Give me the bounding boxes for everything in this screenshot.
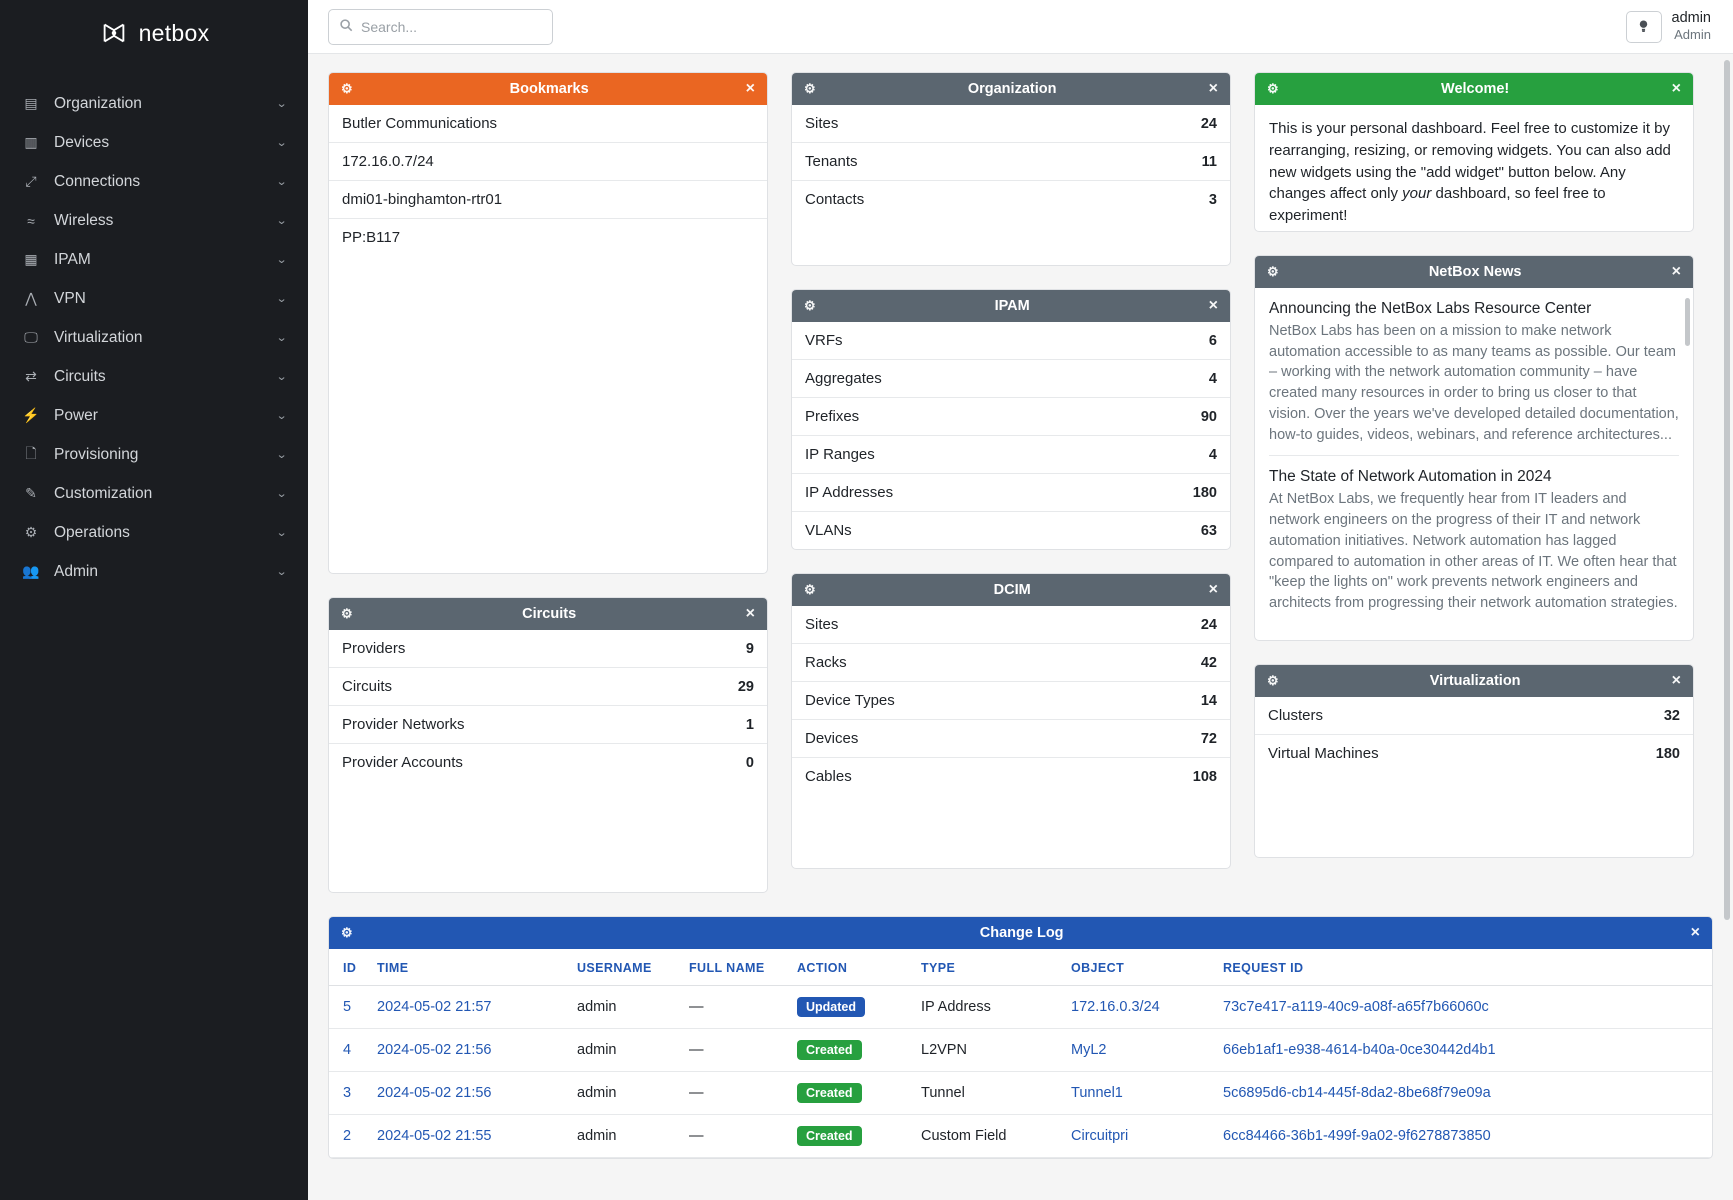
list-item[interactable] — [792, 181, 1230, 218]
widget-ipam — [791, 289, 1231, 550]
stat-label: Cables — [805, 768, 852, 785]
stat-label: IP Addresses — [805, 484, 894, 501]
list-item[interactable] — [329, 143, 767, 181]
dashboard — [308, 54, 1733, 1200]
stat-value: 4 — [1208, 446, 1217, 463]
circuits-icon: ⇄ — [25, 368, 37, 384]
stat-label: Sites — [805, 115, 839, 132]
close-icon[interactable]: × — [1671, 80, 1681, 97]
close-icon[interactable]: × — [1208, 581, 1218, 598]
status-badge: Updated — [797, 997, 865, 1017]
chevron-down-icon: ⌄ — [275, 371, 288, 383]
widget-title: DCIM — [993, 582, 1031, 598]
stat-label: Contacts — [805, 191, 865, 208]
stat-label: Provider Networks — [342, 716, 465, 733]
column-header-id[interactable]: ID — [329, 949, 369, 986]
widget-header — [329, 917, 1712, 949]
changelog-time-link[interactable]: 2024-05-02 21:55 — [377, 1128, 492, 1144]
stat-value: 63 — [1200, 522, 1217, 539]
gear-icon[interactable]: ⚙ — [341, 925, 353, 940]
stat-value: 9 — [745, 640, 754, 657]
list-item[interactable] — [329, 744, 767, 781]
column-header-username[interactable]: USERNAME — [569, 949, 681, 986]
sidebar-item-power[interactable] — [0, 396, 308, 435]
connections-icon: ⤢ — [25, 173, 37, 189]
stat-value: 32 — [1663, 707, 1680, 724]
bookmark-list — [329, 105, 767, 256]
stat-label: Device Types — [805, 692, 895, 709]
stat-value: 29 — [737, 678, 754, 695]
stat-value: 6 — [1208, 332, 1217, 349]
bookmark-label: 172.16.0.7/24 — [342, 153, 434, 170]
provisioning-icon: 🗋 — [25, 444, 37, 461]
stat-label: Aggregates — [805, 370, 882, 387]
table-header — [329, 949, 1712, 986]
stat-value: 42 — [1200, 654, 1217, 671]
changelog-username: admin — [569, 1115, 681, 1158]
stat-label: Circuits — [342, 678, 393, 695]
sidebar-item-organization[interactable] — [0, 84, 308, 123]
changelog-time-link[interactable]: 2024-05-02 21:57 — [377, 999, 492, 1015]
news-list[interactable] — [1255, 288, 1693, 640]
bookmark-label: dmi01-binghamton-rtr01 — [342, 191, 503, 208]
chevron-down-icon: ⌄ — [275, 332, 288, 344]
page-scrollbar[interactable] — [1724, 60, 1730, 920]
changelog-object-link[interactable]: Circuitpri — [1071, 1128, 1129, 1144]
welcome-text-part1: This is your personal dashboard. Feel free to customize it by rearranging, resizing, or removing widgets. You can also add new widgets using the "add widget" button below. Any changes affect only — [1269, 120, 1671, 203]
sidebar-nav — [0, 84, 308, 591]
list-item[interactable] — [329, 668, 767, 706]
changelog-object-link[interactable]: Tunnel1 — [1071, 1085, 1123, 1101]
widget-title: Change Log — [979, 925, 1064, 941]
news-headline: The State of Network Automation in 2024 — [1269, 468, 1552, 486]
circuits-stats-list — [329, 630, 767, 781]
widget-welcome — [1254, 72, 1694, 232]
stat-label: Providers — [342, 640, 406, 657]
stat-value: 108 — [1192, 768, 1217, 785]
sidebar-item-label: Operations — [54, 523, 130, 541]
dashboard-column-left — [328, 72, 768, 893]
sidebar-item-ipam[interactable] — [0, 240, 308, 279]
search-input[interactable] — [361, 19, 542, 35]
widget-virtualization — [1254, 664, 1694, 858]
stat-label: Tenants — [805, 153, 858, 170]
status-badge: Created — [797, 1126, 862, 1146]
list-item[interactable] — [792, 436, 1230, 474]
list-item[interactable] — [1269, 300, 1679, 456]
table-row — [329, 986, 1712, 1029]
list-item[interactable] — [792, 398, 1230, 436]
operations-icon: ⚙ — [24, 524, 38, 540]
dcim-stats-list — [792, 606, 1230, 795]
widget-header — [1255, 73, 1693, 105]
list-item[interactable] — [792, 143, 1230, 181]
list-item[interactable] — [329, 105, 767, 143]
changelog-time-link[interactable]: 2024-05-02 21:56 — [377, 1042, 492, 1058]
devices-icon: ▥ — [24, 134, 38, 150]
organization-stats-list — [792, 105, 1230, 218]
changelog-id-link[interactable]: 3 — [343, 1085, 352, 1101]
widget-body — [792, 105, 1230, 265]
list-item[interactable] — [792, 720, 1230, 758]
widget-change-log — [328, 916, 1713, 1159]
widget-title: Organization — [967, 81, 1057, 97]
widget-header — [792, 73, 1230, 105]
change-log-table — [329, 949, 1712, 1158]
stat-label: Devices — [805, 730, 859, 747]
welcome-text — [1255, 105, 1693, 231]
sidebar-item-label: Devices — [54, 133, 110, 151]
widget-header — [1255, 256, 1693, 288]
list-item[interactable] — [329, 181, 767, 219]
bookmark-label: Butler Communications — [342, 115, 498, 132]
news-headline: Announcing the NetBox Labs Resource Center — [1269, 300, 1592, 317]
changelog-type: Custom Field — [913, 1115, 1063, 1158]
stat-label: Clusters — [1268, 707, 1324, 724]
dashboard-column-right — [1254, 72, 1694, 858]
welcome-text-part2: dashboard, so feel free to experiment! — [1269, 185, 1606, 224]
changelog-username: admin — [569, 1029, 681, 1072]
status-badge: Created — [797, 1083, 862, 1103]
changelog-type: L2VPN — [913, 1029, 1063, 1072]
chevron-down-icon: ⌄ — [275, 527, 288, 539]
wireless-icon: ≈ — [27, 212, 35, 229]
chevron-down-icon: ⌄ — [275, 566, 288, 578]
changelog-id-link[interactable]: 5 — [343, 999, 352, 1015]
widget-organization — [791, 72, 1231, 266]
widget-circuits — [328, 597, 768, 893]
chevron-down-icon: ⌄ — [275, 449, 288, 461]
table-row — [329, 1029, 1712, 1072]
power-icon: ⚡ — [22, 407, 40, 423]
main-area — [308, 0, 1733, 1200]
sidebar-item-circuits[interactable] — [0, 357, 308, 396]
list-item[interactable] — [792, 682, 1230, 720]
netbox-logo-icon — [99, 18, 129, 48]
stat-label: VLANs — [805, 522, 852, 539]
user-role: Admin — [1674, 27, 1711, 43]
stat-value: 180 — [1192, 484, 1217, 501]
stat-value: 14 — [1200, 692, 1217, 709]
dashboard-column-middle — [791, 72, 1231, 869]
changelog-username: admin — [569, 1072, 681, 1115]
stat-value: 4 — [1208, 370, 1217, 387]
widget-title: Circuits — [522, 606, 577, 622]
widget-header — [329, 73, 767, 105]
sidebar-item-label: Customization — [54, 484, 153, 502]
widget-title: Bookmarks — [509, 81, 589, 97]
widget-title: IPAM — [994, 298, 1030, 314]
chevron-down-icon: ⌄ — [275, 98, 288, 110]
table-body — [329, 986, 1712, 1158]
organization-icon: ▤ — [24, 95, 38, 111]
stat-value: 11 — [1201, 153, 1217, 170]
sidebar-item-label: VPN — [54, 289, 86, 307]
stat-value: 90 — [1200, 408, 1217, 425]
close-icon[interactable]: × — [1690, 924, 1700, 941]
gear-icon[interactable]: ⚙ — [1267, 264, 1279, 279]
gear-icon[interactable]: ⚙ — [804, 81, 816, 96]
user-name: admin — [1671, 10, 1711, 27]
column-header-fullname[interactable]: FULL NAME — [681, 949, 789, 986]
list-item[interactable] — [792, 105, 1230, 143]
stat-label: Racks — [805, 654, 847, 671]
widget-body — [792, 606, 1230, 868]
stat-value: 0 — [745, 754, 754, 771]
vpn-icon: ⋀ — [25, 290, 37, 306]
list-item[interactable] — [329, 630, 767, 668]
sidebar-item-wireless[interactable] — [0, 201, 308, 240]
close-icon[interactable]: × — [745, 605, 755, 622]
widget-header — [1255, 665, 1693, 697]
column-header-type[interactable]: TYPE — [913, 949, 1063, 986]
widget-title: Welcome! — [1441, 81, 1510, 97]
close-icon[interactable]: × — [1208, 80, 1218, 97]
chevron-down-icon: ⌄ — [275, 254, 288, 266]
sidebar-item-label: Wireless — [54, 211, 114, 229]
sidebar-item-vpn[interactable] — [0, 279, 308, 318]
changelog-fullname: — — [681, 986, 789, 1029]
chevron-down-icon: ⌄ — [275, 176, 288, 188]
column-header-action[interactable]: ACTION — [789, 949, 913, 986]
stat-label: Prefixes — [805, 408, 860, 425]
list-item[interactable] — [792, 360, 1230, 398]
widget-body — [1255, 288, 1693, 640]
virtualization-icon: 🖵 — [24, 329, 38, 345]
stat-value: 180 — [1655, 745, 1680, 762]
sidebar-item-label: Connections — [54, 172, 141, 190]
welcome-text-emphasis: your — [1402, 185, 1432, 203]
changelog-username: admin — [569, 986, 681, 1029]
table-row — [329, 1072, 1712, 1115]
list-item[interactable] — [792, 758, 1230, 795]
widget-netbox-news — [1254, 255, 1694, 641]
stat-value: 24 — [1200, 115, 1217, 132]
brand-name: netbox — [138, 19, 210, 46]
search-box[interactable] — [328, 9, 553, 45]
chevron-down-icon: ⌄ — [275, 215, 288, 227]
changelog-id-link[interactable]: 2 — [343, 1128, 352, 1144]
list-item[interactable] — [792, 644, 1230, 682]
table-header-row — [329, 949, 1712, 986]
stat-value: 24 — [1200, 616, 1217, 633]
sidebar-item-label: Admin — [54, 562, 98, 580]
changelog-type: Tunnel — [913, 1072, 1063, 1115]
widget-body — [1255, 105, 1693, 231]
column-header-object[interactable]: OBJECT — [1063, 949, 1215, 986]
chevron-down-icon: ⌄ — [275, 137, 288, 149]
stat-label: Virtual Machines — [1268, 745, 1379, 762]
customization-icon: ✎ — [25, 485, 37, 501]
changelog-fullname: — — [681, 1029, 789, 1072]
user-menu[interactable] — [1672, 9, 1716, 43]
news-body: NetBox Labs has been on a mission to make network automation accessible to as many teams as possible. Our team – working with the network automation community – have created many resources in order to bring us closer to that vision. Over the years we've developed detailed documentation, how-to guides, videos, webinars, and reference architectures... — [1269, 323, 1679, 443]
stat-value: 3 — [1208, 191, 1217, 208]
ipam-icon: ▦ — [24, 251, 38, 267]
close-icon[interactable]: × — [1671, 263, 1681, 280]
widget-title: Virtualization — [1429, 673, 1521, 689]
topbar — [308, 0, 1733, 54]
widget-body — [329, 949, 1712, 1158]
list-item[interactable] — [329, 706, 767, 744]
changelog-request-id-link[interactable]: 66eb1af1-e938-4614-b40a-0ce30442d4b1 — [1223, 1042, 1496, 1058]
close-icon[interactable]: × — [1208, 297, 1218, 314]
stat-value: 1 — [745, 716, 754, 733]
widget-header — [792, 290, 1230, 322]
status-badge: Created — [797, 1040, 862, 1060]
sidebar-item-devices[interactable] — [0, 123, 308, 162]
ipam-stats-list — [792, 322, 1230, 549]
widget-body — [329, 630, 767, 892]
sidebar-item-provisioning[interactable] — [0, 435, 308, 474]
sidebar-item-admin[interactable] — [0, 552, 308, 591]
sidebar-item-virtualization[interactable] — [0, 318, 308, 357]
admin-icon: 👥 — [22, 563, 40, 579]
news-body: At NetBox Labs, we frequently hear from IT leaders and network engineers on the progress of their IT and network automation initiatives. Network automation has lagged compared to automation in other areas of IT. We often hear that "keep the lights on" work prevents network engineers and architects from progressing their network automation strategies. — [1269, 491, 1678, 612]
sidebar-item-label: Organization — [54, 94, 142, 112]
bookmark-label: PP:B117 — [342, 229, 401, 246]
sidebar — [0, 0, 308, 1200]
sidebar-item-label: Provisioning — [54, 445, 139, 463]
stat-value: 72 — [1200, 730, 1217, 747]
gear-icon[interactable]: ⚙ — [804, 298, 816, 313]
list-item[interactable] — [1269, 468, 1679, 623]
stat-label: Sites — [805, 616, 839, 633]
news-scrollbar[interactable] — [1685, 298, 1690, 346]
chevron-down-icon: ⌄ — [275, 293, 288, 305]
virtualization-stats-list — [1255, 697, 1693, 772]
list-item[interactable] — [329, 219, 767, 256]
changelog-request-id-link[interactable]: 73c7e417-a119-40c9-a08f-a65f7b66060c — [1223, 999, 1489, 1015]
sidebar-item-operations[interactable] — [0, 513, 308, 552]
search-icon — [339, 18, 353, 35]
list-item[interactable] — [1255, 735, 1693, 772]
chevron-down-icon: ⌄ — [275, 410, 288, 422]
gear-icon[interactable]: ⚙ — [1267, 673, 1279, 688]
widget-bookmarks — [328, 72, 768, 574]
changelog-request-id-link[interactable]: 6cc84466-36b1-499f-9a02-9f6278873850 — [1223, 1128, 1491, 1144]
gear-icon[interactable]: ⚙ — [804, 582, 816, 597]
widget-body — [792, 322, 1230, 549]
list-item[interactable] — [792, 606, 1230, 644]
changelog-id-link[interactable]: 4 — [343, 1042, 352, 1058]
changelog-request-id-link[interactable]: 5c6895d6-cb14-445f-8da2-8be68f79e09a — [1223, 1085, 1491, 1101]
list-item[interactable] — [792, 474, 1230, 512]
chevron-down-icon: ⌄ — [275, 488, 288, 500]
topbar-right — [1626, 9, 1716, 43]
column-header-time[interactable]: TIME — [369, 949, 569, 986]
widget-dcim — [791, 573, 1231, 869]
gear-icon[interactable]: ⚙ — [341, 81, 353, 96]
stat-label: IP Ranges — [805, 446, 875, 463]
widget-header — [329, 598, 767, 630]
table-row — [329, 1115, 1712, 1158]
sidebar-item-label: Virtualization — [54, 328, 143, 346]
theme-toggle-icon[interactable] — [1626, 11, 1662, 43]
stat-label: VRFs — [805, 332, 843, 349]
gear-icon[interactable]: ⚙ — [1267, 81, 1279, 96]
list-item[interactable] — [1255, 697, 1693, 735]
column-header-request-id[interactable]: REQUEST ID — [1215, 949, 1712, 986]
list-item[interactable] — [792, 322, 1230, 360]
stat-label: Provider Accounts — [342, 754, 463, 771]
widget-title: NetBox News — [1428, 264, 1522, 280]
widget-body — [329, 105, 767, 573]
changelog-type: IP Address — [913, 986, 1063, 1029]
dashboard-columns — [328, 72, 1713, 893]
changelog-object-link[interactable]: 172.16.0.3/24 — [1071, 999, 1160, 1015]
sidebar-item-label: Circuits — [54, 367, 106, 385]
brand[interactable] — [0, 0, 308, 54]
sidebar-item-label: IPAM — [54, 250, 91, 268]
list-item[interactable] — [792, 512, 1230, 549]
sidebar-item-customization[interactable] — [0, 474, 308, 513]
changelog-time-link[interactable]: 2024-05-02 21:56 — [377, 1085, 492, 1101]
sidebar-item-connections[interactable] — [0, 162, 308, 201]
changelog-object-link[interactable]: MyL2 — [1071, 1042, 1107, 1058]
close-icon[interactable]: × — [745, 80, 755, 97]
gear-icon[interactable]: ⚙ — [341, 606, 353, 621]
widget-header — [792, 574, 1230, 606]
widget-body — [1255, 697, 1693, 857]
changelog-fullname: — — [681, 1115, 789, 1158]
sidebar-item-label: Power — [54, 406, 98, 424]
close-icon[interactable]: × — [1671, 672, 1681, 689]
changelog-fullname: — — [681, 1072, 789, 1115]
